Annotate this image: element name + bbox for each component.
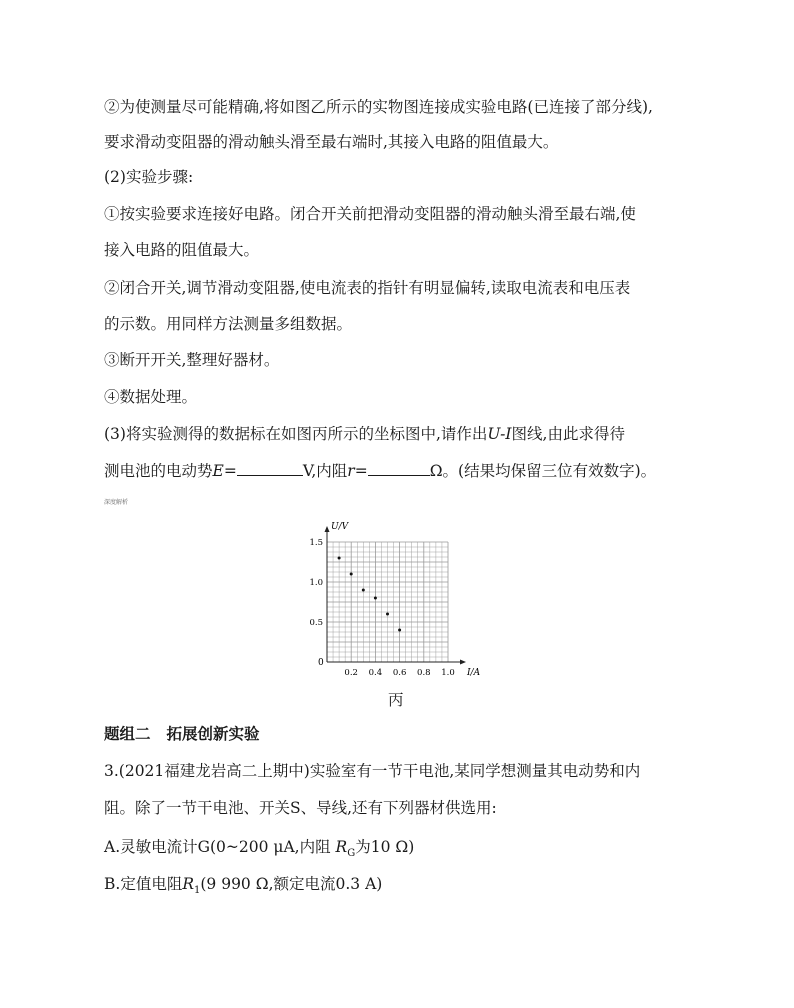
y-axis-label: U/V bbox=[331, 522, 349, 532]
text-line-5: 接入电路的阻值最大。 bbox=[104, 241, 260, 259]
option-b: B.定值电阻$R_1(9$ 990 Ω,额定电流0.3 A) bbox=[104, 875, 383, 897]
text-line-11: 测电池的电动势E= V,内阻r= Ω。(结果均保留三位有效数字)。 bbox=[104, 462, 657, 480]
text-line-6: ②闭合开关,调节滑动变阻器,使电流表的指针有明显偏转,读取电流表和电压表 bbox=[104, 279, 631, 297]
option-a: A.灵敏电流计G(0~200 μA,内阻 $R_G$为10 Ω) bbox=[104, 838, 415, 860]
answer-blank-e[interactable] bbox=[237, 461, 303, 476]
x-tick-label: 0.8 bbox=[417, 668, 431, 678]
x-axis-label: I/A bbox=[467, 668, 481, 678]
data-point bbox=[362, 589, 365, 592]
question-3-line-2: 阻。除了一节干电池、开关S、导线,还有下列器材供选用: bbox=[104, 799, 497, 817]
text-line-1: ②为使测量尽可能精确,将如图乙所示的实物图连接成实验电路(已连接了部分线), bbox=[104, 98, 653, 116]
x-tick-label: 0.2 bbox=[344, 668, 358, 678]
analysis-link[interactable]: 深度解析 bbox=[104, 499, 129, 506]
ui-graph bbox=[300, 515, 500, 685]
data-point bbox=[338, 557, 341, 560]
answer-blank-r[interactable] bbox=[368, 461, 430, 476]
figure-label: 丙 bbox=[388, 691, 404, 709]
origin-label: 0 bbox=[318, 658, 324, 668]
text-line-2: 要求滑动变阻器的滑动触头滑至最右端时,其接入电路的阻值最大。 bbox=[104, 133, 559, 151]
y-tick-label: 1.0 bbox=[309, 578, 323, 588]
data-point bbox=[374, 597, 377, 600]
question-3-line-1: 3.(2021福建龙岩高二上期中)实验室有一节干电池,某同学想测量其电动势和内 bbox=[104, 762, 641, 780]
x-tick-label: 1.0 bbox=[441, 668, 455, 678]
text-line-9: ④数据处理。 bbox=[104, 388, 198, 406]
y-tick-label: 0.5 bbox=[309, 618, 323, 628]
data-point bbox=[350, 573, 353, 576]
x-tick-label: 0.6 bbox=[392, 668, 407, 678]
x-axis-arrow bbox=[460, 660, 466, 665]
y-axis-arrow bbox=[325, 526, 330, 532]
text-line-4: ①按实验要求连接好电路。闭合开关前把滑动变阻器的滑动触头滑至最右端,使 bbox=[104, 205, 636, 223]
text-line-3: (2)实验步骤: bbox=[104, 168, 194, 186]
y-tick-label: 1.5 bbox=[309, 538, 323, 548]
data-point bbox=[386, 613, 389, 616]
text-line-7: 的示数。用同样方法测量多组数据。 bbox=[104, 315, 353, 333]
section-heading: 题组二 拓展创新实验 bbox=[104, 725, 260, 743]
data-point bbox=[398, 629, 401, 632]
text-line-10: (3)将实验测得的数据标在如图丙所示的坐标图中,请作出U-I图线,由此求得待 bbox=[104, 425, 625, 443]
x-tick-label: 0.4 bbox=[368, 668, 383, 678]
text-line-8: ③断开开关,整理好器材。 bbox=[104, 351, 280, 369]
var-ui: U-I bbox=[487, 425, 512, 443]
